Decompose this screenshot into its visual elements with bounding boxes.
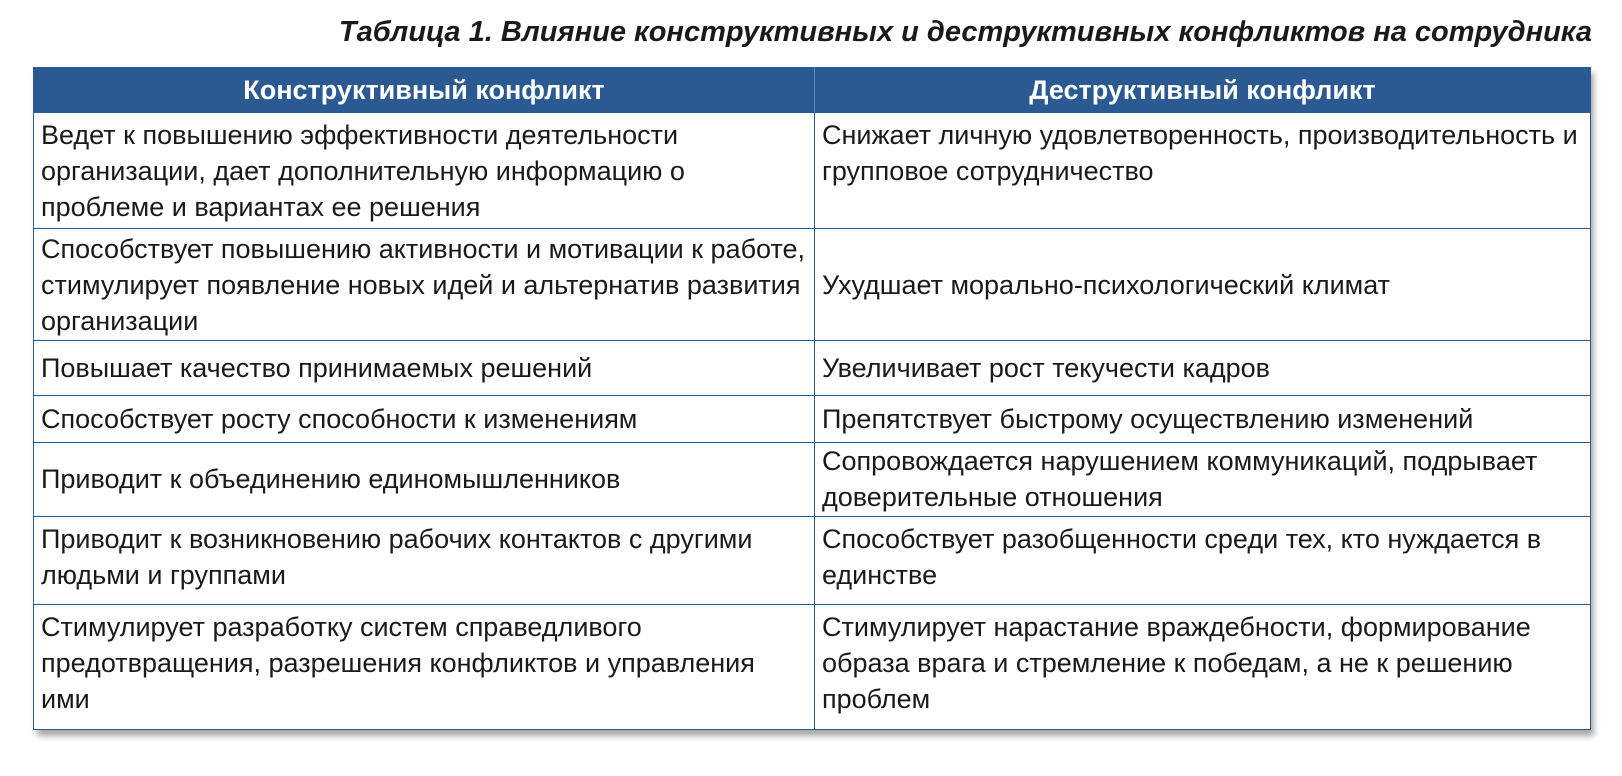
cell-destructive: Увеличивает рост текучести кадров [815, 341, 1591, 395]
cell-destructive: Стимулирует нарастание враждебности, формирование образа врага и стремление к победам, а не к решению проблем [815, 605, 1591, 730]
table-row [34, 516, 1591, 605]
cell-constructive: Приводит к возникновению рабочих контактов с другими людьми и группами [34, 516, 815, 605]
table-row [34, 395, 1591, 442]
cell-constructive: Способствует повышению активности и мотивации к работе, стимулирует появление новых идей и альтернатив развития организации [34, 228, 815, 341]
cell-constructive: Стимулирует разработку систем справедливого предотвращения, разрешения конфликтов и управления ими [34, 605, 815, 730]
cell-destructive: Сопровождается нарушением коммуникаций, подрывает доверительные отношения [815, 443, 1591, 516]
cell-constructive: Повышает качество принимаемых решений [34, 341, 815, 395]
cell-destructive: Ухудшает морально-психологический климат [815, 228, 1591, 341]
header-constructive: Конструктивный конфликт [34, 68, 815, 113]
cell-destructive: Снижает личную удовлетворенность, производительность и групповое сотрудничество [815, 113, 1591, 229]
conflict-table [33, 67, 1590, 730]
cell-destructive: Способствует разобщенности среди тех, кто нуждается в единстве [815, 516, 1591, 605]
cell-destructive: Препятствует быстрому осуществлению изменений [815, 395, 1591, 442]
table-row [34, 341, 1591, 395]
table-header-row [34, 68, 1591, 113]
cell-constructive: Ведет к повышению эффективности деятельности организации, дает дополнительную информацию о проблеме и вариантах ее решения [34, 113, 815, 229]
table-row [34, 228, 1591, 341]
header-destructive: Деструктивный конфликт [815, 68, 1591, 113]
table-row [34, 443, 1591, 516]
cell-constructive: Приводит к объединению единомышленников [34, 443, 815, 516]
table-row [34, 113, 1591, 229]
table-caption: Таблица 1. Влияние конструктивных и деструктивных конфликтов на сотрудника [338, 16, 1592, 48]
cell-constructive: Способствует росту способности к изменениям [34, 395, 815, 442]
table-row [34, 605, 1591, 730]
